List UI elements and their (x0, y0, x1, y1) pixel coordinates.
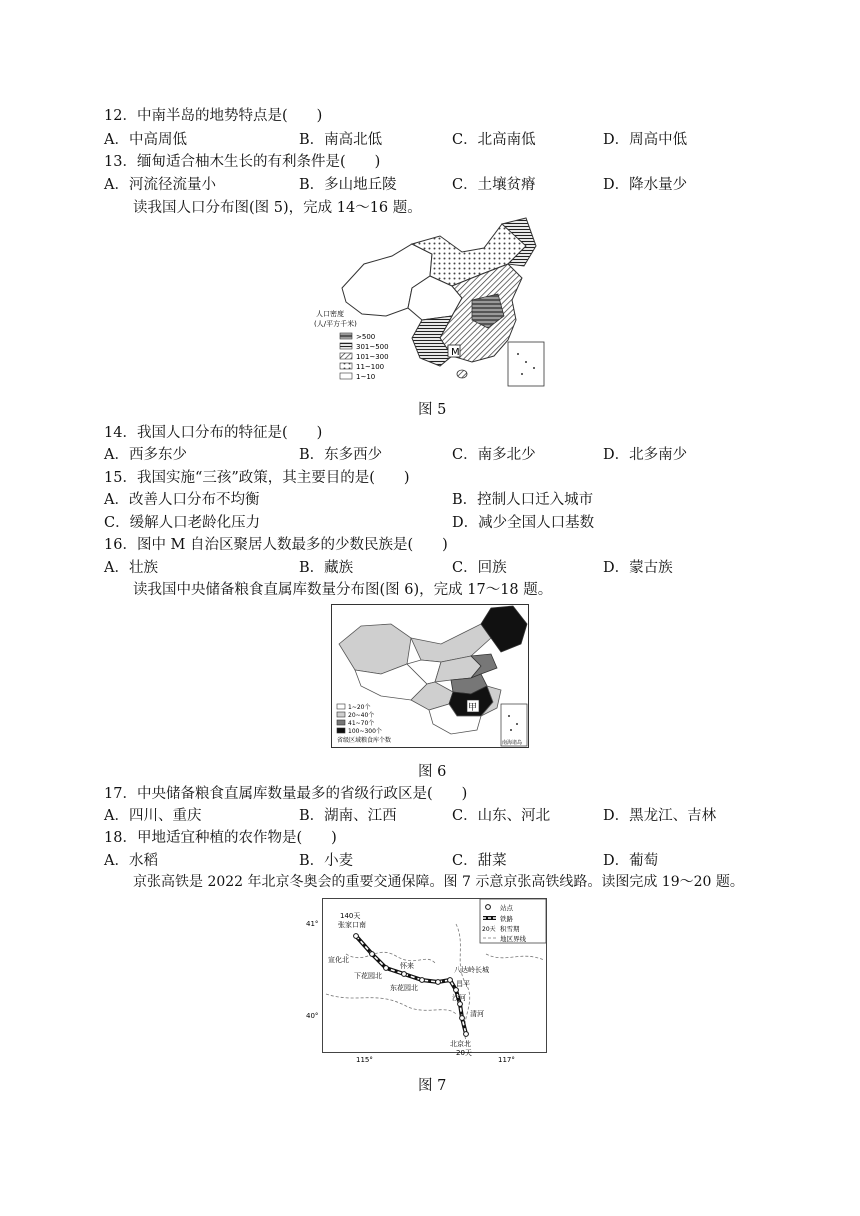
station-badaling-great-wall: 八达岭长城 (454, 966, 489, 974)
q18-option-c: C．甜菜 (452, 853, 507, 869)
q15-option-c: C．缓解人口老龄化压力 (104, 515, 261, 531)
fig7-lat-41: 41° (306, 920, 319, 928)
q18-option-b: B．小麦 (299, 853, 354, 869)
fig7-snow-bottom: 20天 (456, 1049, 472, 1057)
q13-option-c: C．土壤贫瘠 (452, 177, 536, 193)
fig7-snow-top: 140天 (340, 912, 361, 920)
q14-option-a: A．西多东少 (104, 447, 187, 463)
figure-6-intro: 读我国中央储备粮食直属库数量分布图(图 6)，完成 17～18 题。 (133, 582, 553, 598)
q18-option-d: D．葡萄 (603, 853, 659, 869)
q13-option-b: B．多山地丘陵 (299, 177, 397, 193)
fig7-lon-117: 117° (498, 1056, 515, 1064)
svg-text:101~300: 101~300 (356, 353, 389, 361)
svg-text:100~300个: 100~300个 (348, 728, 382, 735)
svg-text:1~10: 1~10 (356, 373, 376, 381)
q13-option-a: A．河流径流量小 (104, 177, 216, 193)
q14-option-b: B．东多西少 (299, 447, 383, 463)
svg-text:41~70个: 41~70个 (348, 720, 375, 727)
q12-option-c: C．北高南低 (452, 132, 536, 148)
station-xiahuayuan-north: 下花园北 (354, 972, 382, 980)
fig5-marker-m: M (451, 347, 460, 358)
q16-option-c: C．回族 (452, 560, 507, 576)
svg-text:20~40个: 20~40个 (348, 712, 375, 719)
figure-7-railway-map (306, 894, 552, 1066)
q15-option-b: B．控制人口迁入城市 (452, 492, 594, 508)
station-xuanhua-north: 宣化北 (328, 956, 349, 964)
station-huailai: 怀来 (400, 962, 414, 970)
svg-text:>500: >500 (356, 333, 376, 341)
svg-text:1~20个: 1~20个 (348, 704, 371, 711)
question-14-stem: 14．我国人口分布的特征是( ) (104, 425, 323, 441)
q18-option-a: A．水稻 (104, 853, 158, 869)
fig6-legend-note: 省级区域粮食库个数 (337, 737, 392, 744)
station-qinghe: 清河 (470, 1010, 484, 1018)
q17-option-a: A．四川、重庆 (104, 808, 202, 824)
figure-5-caption: 图 5 (418, 402, 447, 418)
svg-text:站点: 站点 (500, 904, 513, 912)
q14-option-c: C．南多北少 (452, 447, 536, 463)
q17-option-c: C．山东、河北 (452, 808, 551, 824)
question-18-stem: 18．甲地适宜种植的农作物是( ) (104, 830, 337, 846)
q12-option-b: B．南高北低 (299, 132, 383, 148)
svg-text:积雪期: 积雪期 (500, 925, 520, 933)
figure-6-grain-depot-map (331, 604, 529, 748)
svg-text:地区界线: 地区界线 (500, 935, 526, 943)
question-13-stem: 13．缅甸适合柚木生长的有利条件是( ) (104, 154, 381, 170)
question-17-stem: 17．中央储备粮食直属库数量最多的省级行政区是( ) (104, 786, 468, 802)
station-zhangjiakou-south: 张家口南 (338, 921, 366, 929)
fig7-lon-115: 115° (356, 1056, 373, 1064)
svg-text:铁路: 铁路 (500, 915, 513, 923)
svg-text:301~500: 301~500 (356, 343, 389, 351)
svg-text:20天: 20天 (482, 926, 496, 933)
q13-option-d: D．降水量少 (603, 177, 688, 193)
q16-option-d: D．蒙古族 (603, 560, 673, 576)
fig5-legend-title: 人口密度 (316, 310, 344, 318)
figure-6-caption: 图 6 (418, 764, 447, 780)
fig5-south-sea-inset (508, 342, 544, 386)
station-donghuayuan-north: 东花园北 (390, 984, 418, 992)
question-15-stem: 15．我国实施“三孩”政策，其主要目的是( ) (104, 470, 410, 486)
question-12-stem: 12．中南半岛的地势特点是( ) (104, 108, 323, 124)
station-beijing-north: 北京北 (450, 1040, 471, 1048)
figure-7-intro: 京张高铁是 2022 年北京冬奥会的重要交通保障。图 7 示意京张高铁线路。读图完成 19～20 题。 (133, 874, 744, 890)
q12-option-a: A．中高周低 (104, 132, 187, 148)
fig5-legend-unit: (人/平方千米) (314, 320, 357, 328)
q17-option-b: B．湖南、江西 (299, 808, 397, 824)
q12-option-d: D．周高中低 (603, 132, 688, 148)
q14-option-d: D．北多南少 (603, 447, 688, 463)
station-shahe: 沙河 (452, 994, 466, 1002)
fig6-marker-jia: 甲 (468, 703, 478, 713)
station-changping: 昌平 (456, 980, 470, 988)
q15-option-a: A．改善人口分布不均衡 (104, 492, 260, 508)
figure-5-intro: 读我国人口分布图(图 5)，完成 14～16 题。 (133, 200, 422, 216)
figure-5-population-map (312, 216, 552, 388)
q16-option-b: B．藏族 (299, 560, 354, 576)
fig7-lat-40: 40° (306, 1012, 319, 1020)
q17-option-d: D．黑龙江、吉林 (603, 808, 717, 824)
figure-7-caption: 图 7 (418, 1078, 447, 1094)
svg-text:11~100: 11~100 (356, 363, 385, 371)
q16-option-a: A．壮族 (104, 560, 158, 576)
q15-option-d: D．减少全国人口基数 (452, 515, 595, 531)
svg-text:南海诸岛: 南海诸岛 (502, 740, 523, 746)
question-16-stem: 16．图中 M 自治区聚居人数最多的少数民族是( ) (104, 537, 448, 553)
